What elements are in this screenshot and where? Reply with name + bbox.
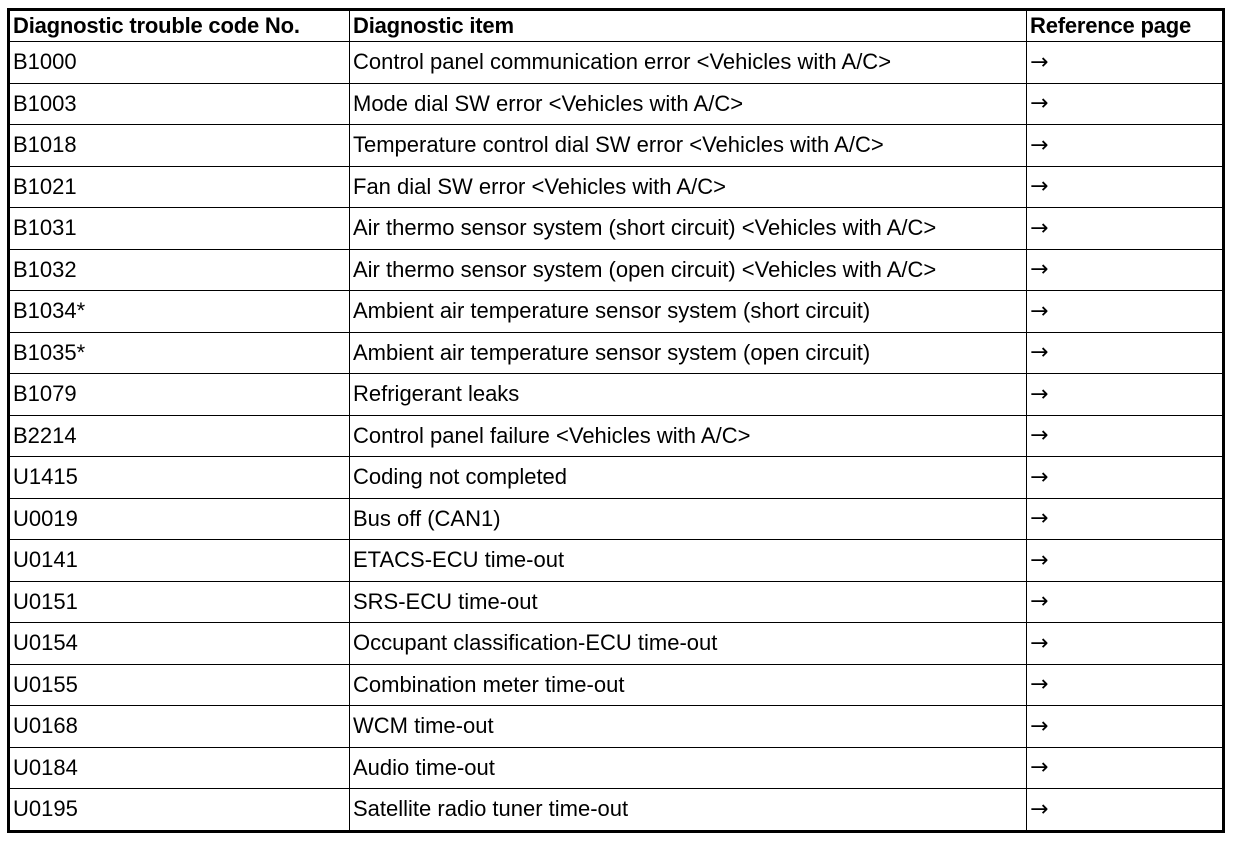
dtc-code-cell: U1415 [9,457,350,499]
dtc-code-cell: U0155 [9,664,350,706]
table-row [9,166,1224,208]
dtc-code-cell: U0168 [9,706,350,748]
dtc-code-cell: U0195 [9,789,350,832]
diagnostic-item-cell: Combination meter time-out [350,664,1027,706]
table-row [9,208,1224,250]
dtc-code-cell: B1003 [9,83,350,125]
reference-arrow-link[interactable]: → [1027,415,1224,457]
reference-arrow-link[interactable]: → [1027,249,1224,291]
table-row [9,581,1224,623]
reference-arrow-link[interactable]: → [1027,208,1224,250]
table-row [9,706,1224,748]
table-row [9,623,1224,665]
table-row [9,664,1224,706]
diagnostic-item-cell: Temperature control dial SW error <Vehicles with A/C> [350,125,1027,167]
dtc-code-cell: B1018 [9,125,350,167]
table-row [9,83,1224,125]
dtc-code-cell: U0154 [9,623,350,665]
dtc-code-cell: B1000 [9,42,350,84]
dtc-table-container [7,8,1222,833]
table-header-row [9,10,1224,42]
reference-arrow-link[interactable]: → [1027,291,1224,333]
diagnostic-item-cell: ETACS-ECU time-out [350,540,1027,582]
reference-arrow-link[interactable]: → [1027,623,1224,665]
diagnostic-item-cell: Ambient air temperature sensor system (short circuit) [350,291,1027,333]
dtc-code-cell: B2214 [9,415,350,457]
table-row [9,332,1224,374]
diagnostic-item-cell: Bus off (CAN1) [350,498,1027,540]
reference-arrow-link[interactable]: → [1027,581,1224,623]
reference-arrow-link[interactable]: → [1027,664,1224,706]
reference-arrow-link[interactable]: → [1027,83,1224,125]
diagnostic-item-cell: Occupant classification-ECU time-out [350,623,1027,665]
diagnostic-item-cell: Ambient air temperature sensor system (open circuit) [350,332,1027,374]
diagnostic-item-cell: Coding not completed [350,457,1027,499]
table-row [9,291,1224,333]
diagnostic-item-cell: Fan dial SW error <Vehicles with A/C> [350,166,1027,208]
dtc-code-cell: B1031 [9,208,350,250]
reference-arrow-link[interactable]: → [1027,166,1224,208]
reference-arrow-link[interactable]: → [1027,332,1224,374]
table-row [9,249,1224,291]
reference-arrow-link[interactable]: → [1027,540,1224,582]
diagnostic-item-cell: SRS-ECU time-out [350,581,1027,623]
dtc-code-cell: B1032 [9,249,350,291]
dtc-code-cell: U0151 [9,581,350,623]
dtc-code-cell: U0141 [9,540,350,582]
diagnostic-item-cell: Satellite radio tuner time-out [350,789,1027,832]
reference-arrow-link[interactable]: → [1027,374,1224,416]
diagnostic-item-cell: Audio time-out [350,747,1027,789]
dtc-code-cell: B1034* [9,291,350,333]
reference-arrow-link[interactable]: → [1027,789,1224,832]
diagnostic-item-cell: Control panel failure <Vehicles with A/C> [350,415,1027,457]
table-row [9,498,1224,540]
table-row [9,747,1224,789]
header-reference: Reference page [1027,10,1224,42]
reference-arrow-link[interactable]: → [1027,125,1224,167]
dtc-code-cell: B1079 [9,374,350,416]
diagnostic-item-cell: Refrigerant leaks [350,374,1027,416]
table-row [9,457,1224,499]
dtc-table [7,8,1225,833]
dtc-code-cell: U0184 [9,747,350,789]
table-row [9,42,1224,84]
dtc-code-cell: B1035* [9,332,350,374]
table-row [9,415,1224,457]
reference-arrow-link[interactable]: → [1027,747,1224,789]
reference-arrow-link[interactable]: → [1027,42,1224,84]
dtc-code-cell: U0019 [9,498,350,540]
table-row [9,540,1224,582]
header-item: Diagnostic item [350,10,1027,42]
diagnostic-item-cell: Air thermo sensor system (short circuit) <Vehicles with A/C> [350,208,1027,250]
reference-arrow-link[interactable]: → [1027,498,1224,540]
table-row [9,789,1224,832]
diagnostic-item-cell: WCM time-out [350,706,1027,748]
header-code: Diagnostic trouble code No. [9,10,350,42]
table-row [9,374,1224,416]
diagnostic-item-cell: Control panel communication error <Vehicles with A/C> [350,42,1027,84]
diagnostic-item-cell: Mode dial SW error <Vehicles with A/C> [350,83,1027,125]
reference-arrow-link[interactable]: → [1027,457,1224,499]
dtc-code-cell: B1021 [9,166,350,208]
table-row [9,125,1224,167]
reference-arrow-link[interactable]: → [1027,706,1224,748]
diagnostic-item-cell: Air thermo sensor system (open circuit) <Vehicles with A/C> [350,249,1027,291]
